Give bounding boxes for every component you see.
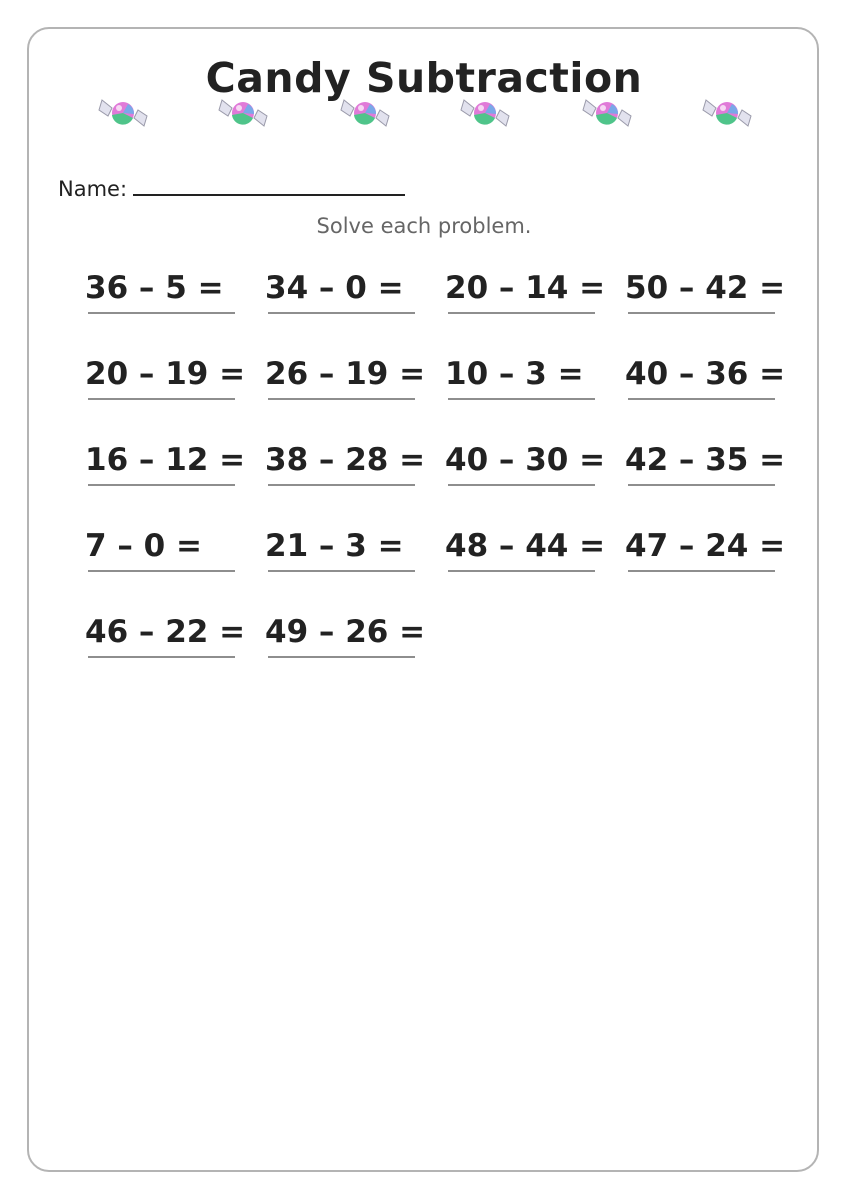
- problem-text: 50 – 42 =: [625, 270, 786, 306]
- problem-item: [445, 354, 617, 404]
- answer-line[interactable]: [88, 656, 235, 658]
- problem-text: 49 – 26 =: [265, 614, 426, 650]
- problem-item: [85, 526, 257, 576]
- problem-item: [625, 268, 797, 318]
- answer-line[interactable]: [88, 398, 235, 400]
- answer-line[interactable]: [88, 484, 235, 486]
- answer-line[interactable]: [448, 570, 595, 572]
- problem-text: 40 – 36 =: [625, 356, 786, 392]
- answer-line[interactable]: [628, 484, 775, 486]
- answer-line[interactable]: [268, 312, 415, 314]
- answer-line[interactable]: [88, 312, 235, 314]
- answer-line[interactable]: [628, 398, 775, 400]
- answer-line[interactable]: [268, 656, 415, 658]
- problem-item: [85, 268, 257, 318]
- problem-item: [85, 440, 257, 490]
- problem-text: 34 – 0 =: [265, 270, 404, 306]
- problem-text: 7 – 0 =: [85, 528, 202, 564]
- answer-line[interactable]: [448, 312, 595, 314]
- problem-item: [265, 612, 437, 662]
- problem-item: [85, 612, 257, 662]
- answer-line[interactable]: [268, 484, 415, 486]
- answer-line[interactable]: [628, 570, 775, 572]
- problem-item: [85, 354, 257, 404]
- problem-text: 47 – 24 =: [625, 528, 786, 564]
- problem-text: 42 – 35 =: [625, 442, 786, 478]
- problem-item: [445, 526, 617, 576]
- problem-text: 46 – 22 =: [85, 614, 246, 650]
- problem-text: 10 – 3 =: [445, 356, 584, 392]
- instructions: Solve each problem.: [316, 214, 532, 238]
- answer-line[interactable]: [268, 398, 415, 400]
- problem-item: [625, 354, 797, 404]
- problem-text: 21 – 3 =: [265, 528, 404, 564]
- problem-text: 40 – 30 =: [445, 442, 606, 478]
- problem-item: [265, 440, 437, 490]
- answer-line[interactable]: [88, 570, 235, 572]
- problem-item: [625, 440, 797, 490]
- problem-text: 48 – 44 =: [445, 528, 606, 564]
- problem-item: [265, 268, 437, 318]
- answer-line[interactable]: [268, 570, 415, 572]
- problem-item: [265, 354, 437, 404]
- problem-item: [445, 440, 617, 490]
- problem-text: 36 – 5 =: [85, 270, 224, 306]
- worksheet-title: Candy Subtraction: [205, 54, 643, 102]
- answer-line[interactable]: [628, 312, 775, 314]
- problem-text: 38 – 28 =: [265, 442, 426, 478]
- problem-text: 16 – 12 =: [85, 442, 246, 478]
- name-label: Name:: [58, 177, 128, 201]
- answer-line[interactable]: [448, 484, 595, 486]
- problem-text: 26 – 19 =: [265, 356, 426, 392]
- problem-item: [445, 268, 617, 318]
- problem-text: 20 – 19 =: [85, 356, 246, 392]
- problem-item: [625, 526, 797, 576]
- problem-item: [265, 526, 437, 576]
- answer-line[interactable]: [448, 398, 595, 400]
- problem-text: 20 – 14 =: [445, 270, 606, 306]
